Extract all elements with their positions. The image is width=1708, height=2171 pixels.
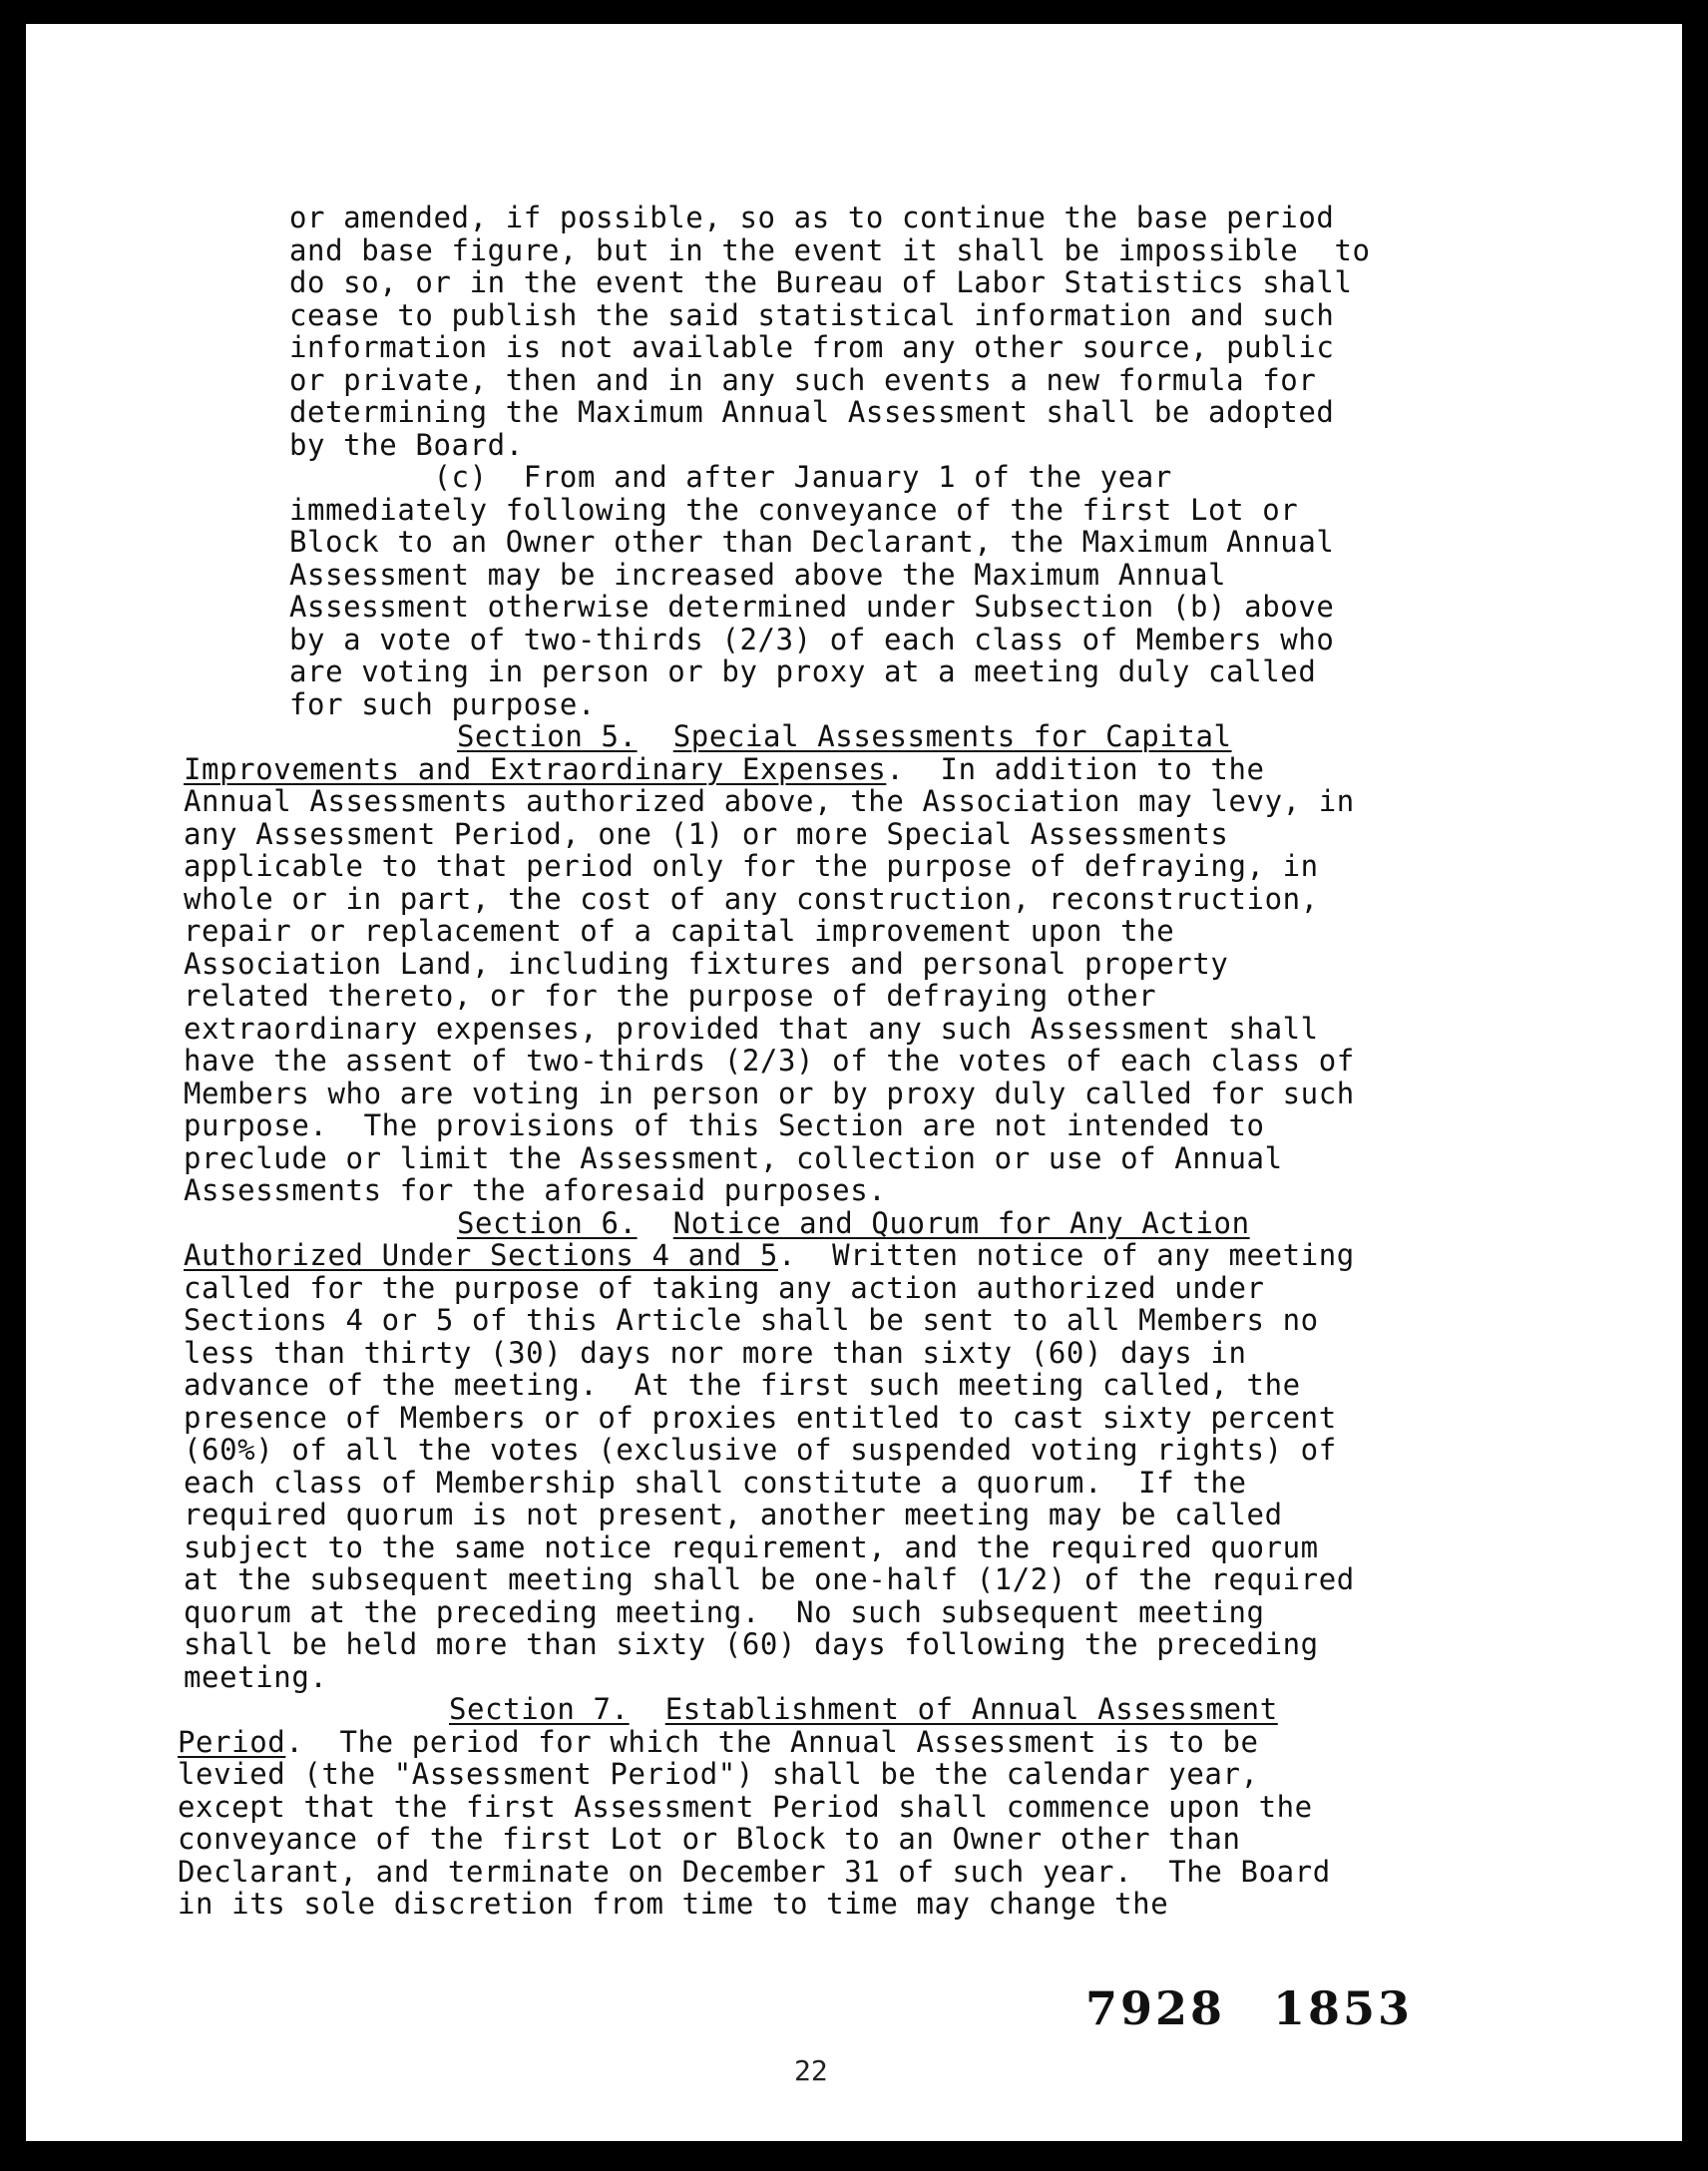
text-line: or amended, if possible, so as to continue the base period — [289, 201, 1335, 234]
text-line: each class of Membership shall constitute a quorum. If the — [184, 1466, 1247, 1500]
stamp-left: 7928 — [1085, 1981, 1226, 2035]
page-number: 22 — [794, 2054, 828, 2087]
section-7-heading-cont — [178, 1726, 1259, 1759]
section-5-heading — [457, 720, 1232, 753]
section-6-heading — [457, 1207, 1250, 1240]
text-line: whole or in part, the cost of any construction, reconstruction, — [184, 882, 1319, 916]
section-5-title-part2: Improvements and Extraordinary Expenses — [184, 752, 887, 786]
text-line: presence of Members or of proxies entitled to cast sixty percent — [184, 1401, 1337, 1435]
text-line: Annual Assessments authorized above, the Association may levy, in — [184, 784, 1355, 818]
text-line: or private, then and in any such events a new formula for — [289, 363, 1317, 397]
stamp-right: 1853 — [1273, 1981, 1414, 2035]
text-line: cease to publish the said statistical information and such — [289, 298, 1335, 332]
text-line: (c) From and after January 1 of the year — [289, 460, 1172, 494]
section-7-heading — [449, 1693, 1278, 1726]
text-line: for such purpose. — [289, 687, 597, 721]
text-line: Assessment otherwise determined under Subsection (b) above — [289, 590, 1335, 624]
section-5-heading-cont — [184, 753, 1265, 786]
text-line: Association Land, including fixtures and personal property — [184, 947, 1229, 981]
section-5-title-part1: Special Assessments for Capital — [672, 719, 1232, 753]
text-line: required quorum is not present, another meeting may be called — [184, 1498, 1283, 1531]
text-line: except that the first Assessment Period shall commence upon the — [178, 1790, 1313, 1824]
text-line: Declarant, and terminate on December 31 of such year. The Board — [178, 1855, 1331, 1889]
text-line: shall be held more than sixty (60) days following the preceding — [184, 1627, 1319, 1661]
text-line: called for the purpose of taking any action authorized under — [184, 1271, 1265, 1305]
text-line: by a vote of two-thirds (2/3) of each class of Members who — [289, 623, 1335, 656]
text-line: Assessments for the aforesaid purposes. — [184, 1173, 887, 1207]
text-line: (60%) of all the votes (exclusive of suspended voting rights) of — [184, 1433, 1337, 1467]
text-line: Members who are voting in person or by proxy duly called for such — [184, 1077, 1355, 1110]
section-6-lead-text: . Written notice of any meeting — [777, 1238, 1355, 1272]
text-line: levied (the "Assessment Period") shall be the calendar year, — [178, 1757, 1259, 1791]
text-line: any Assessment Period, one (1) or more Special Assessments — [184, 817, 1229, 851]
text-line: advance of the meeting. At the first such meeting called, the — [184, 1368, 1301, 1402]
text-line: conveyance of the first Lot or Block to an Owner other than — [178, 1822, 1241, 1856]
text-line: preclude or limit the Assessment, collection or use of Annual — [184, 1141, 1283, 1175]
document-page — [26, 24, 1682, 2141]
text-line: quorum at the preceding meeting. No such subsequent meeting — [184, 1595, 1265, 1629]
text-line: information is not available from any other source, public — [289, 330, 1335, 364]
section-6-heading-cont — [184, 1239, 1355, 1272]
text-line: Sections 4 or 5 of this Article shall be sent to all Members no — [184, 1303, 1319, 1337]
text-line: Assessment may be increased above the Maximum Annual — [289, 558, 1227, 592]
text-line: applicable to that period only for the purpose of defraying, in — [184, 849, 1319, 883]
text-line: at the subsequent meeting shall be one-half (1/2) of the required — [184, 1562, 1355, 1596]
text-line: and base figure, but in the event it shall be impossible to — [289, 233, 1371, 267]
text-line: Block to an Owner other than Declarant, the Maximum Annual — [289, 525, 1335, 559]
text-line: less than thirty (30) days nor more than sixty (60) days in — [184, 1336, 1247, 1370]
text-line: in its sole discretion from time to time may change the — [178, 1887, 1169, 1921]
text-line: related thereto, or for the purpose of defraying other — [184, 979, 1157, 1013]
section-6-number: Section 6. — [457, 1206, 638, 1240]
document-stamp-number — [1085, 1981, 1413, 2035]
text-line: subject to the same notice requirement, and the required quorum — [184, 1530, 1319, 1564]
text-line: immediately following the conveyance of the first Lot or — [289, 493, 1299, 527]
section-5-number: Section 5. — [457, 719, 638, 753]
section-7-title-part1: Establishment of Annual Assessment — [664, 1692, 1278, 1726]
text-line: are voting in person or by proxy at a meeting duly called — [289, 654, 1317, 688]
section-7-title-part2: Period — [178, 1725, 286, 1759]
section-7-number: Section 7. — [449, 1692, 630, 1726]
section-7-lead-text: . The period for which the Annual Assessment is to be — [285, 1725, 1259, 1759]
text-line: extraordinary expenses, provided that any such Assessment shall — [184, 1012, 1319, 1046]
text-line: have the assent of two-thirds (2/3) of the votes of each class of — [184, 1044, 1355, 1078]
text-line: do so, or in the event the Bureau of Labor Statistics shall — [289, 265, 1353, 299]
text-line: meeting. — [184, 1660, 328, 1694]
text-line: by the Board. — [289, 428, 524, 462]
text-line: determining the Maximum Annual Assessment shall be adopted — [289, 395, 1335, 429]
section-6-title-part1: Notice and Quorum for Any Action — [672, 1206, 1250, 1240]
section-5-lead-text: . In addition to the — [886, 752, 1265, 786]
text-line: repair or replacement of a capital improvement upon the — [184, 914, 1175, 948]
section-6-title-part2: Authorized Under Sections 4 and 5 — [184, 1238, 778, 1272]
text-line: purpose. The provisions of this Section are not intended to — [184, 1108, 1265, 1142]
